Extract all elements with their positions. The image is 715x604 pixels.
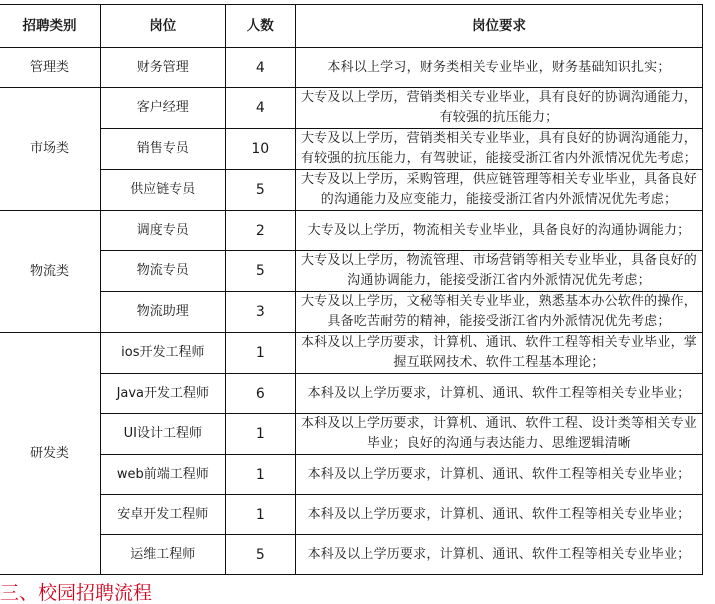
header-category: 招聘类别 <box>0 5 101 48</box>
section-heading-campus-recruitment-process: 三、校园招聘流程 <box>0 582 153 604</box>
table-row <box>0 251 703 292</box>
table-row <box>0 129 703 170</box>
requirements-cell: 大专及以上学历，采购管理，供应链管理等相关专业毕业，具备良好的沟通能力及应变能力，能接受浙江省内外派情况优先考虑； <box>295 170 702 211</box>
requirements-cell: 大专及以上学历，营销类相关专业毕业，具有良好的协调沟通能力，有较强的抗压能力； <box>295 88 702 129</box>
requirements-cell: 大专及以上学历，文秘等相关专业毕业，熟悉基本办公软件的操作，具备吃苦耐劳的精神，能接受浙江省内外派情况优先考虑； <box>295 292 702 333</box>
count-cell: 6 <box>225 374 295 414</box>
count-cell: 4 <box>225 48 295 88</box>
requirements-cell: 大专及以上学历，营销类相关专业毕业，具有良好的协调沟通能力，有较强的抗压能力，有驾驶证，能接受浙江省内外派情况优先考虑； <box>295 129 702 170</box>
position-cell: Java开发工程师 <box>101 374 226 414</box>
count-cell: 5 <box>225 251 295 292</box>
table-row <box>0 211 703 251</box>
count-cell: 5 <box>225 535 295 575</box>
requirements-cell: 本科及以上学历要求，计算机、通讯、软件工程等相关专业毕业，掌握互联网技术、软件工程基本理论； <box>295 333 702 374</box>
recruitment-table <box>0 4 703 575</box>
header-count: 人数 <box>225 5 295 48</box>
header-requirements: 岗位要求 <box>295 5 702 48</box>
table-row <box>0 374 703 414</box>
category-cell: 物流类 <box>0 211 101 333</box>
category-cell: 管理类 <box>0 48 101 88</box>
count-cell: 1 <box>225 455 295 495</box>
position-cell: 调度专员 <box>101 211 226 251</box>
count-cell: 3 <box>225 292 295 333</box>
position-cell: web前端工程师 <box>101 455 226 495</box>
table-row <box>0 455 703 495</box>
position-cell: 供应链专员 <box>101 170 226 211</box>
position-cell: 销售专员 <box>101 129 226 170</box>
table-header-row <box>0 5 703 48</box>
requirements-cell: 本科以上学习，财务类相关专业毕业，财务基础知识扎实； <box>295 48 702 88</box>
requirements-cell: 本科及以上学历要求，计算机、通讯、软件工程等相关专业毕业； <box>295 455 702 495</box>
count-cell: 1 <box>225 414 295 455</box>
position-cell: 物流助理 <box>101 292 226 333</box>
count-cell: 1 <box>225 333 295 374</box>
position-cell: 客户经理 <box>101 88 226 129</box>
table-row <box>0 495 703 535</box>
position-cell: 财务管理 <box>101 48 226 88</box>
position-cell: UI设计工程师 <box>101 414 226 455</box>
table-row <box>0 88 703 129</box>
requirements-cell: 本科及以上学历要求，计算机、通讯、软件工程等相关专业毕业； <box>295 495 702 535</box>
position-cell: 运维工程师 <box>101 535 226 575</box>
count-cell: 4 <box>225 88 295 129</box>
table-row <box>0 414 703 455</box>
requirements-cell: 大专及以上学历，物流相关专业毕业，具备良好的沟通协调能力； <box>295 211 702 251</box>
requirements-cell: 本科及以上学历要求，计算机、通讯、软件工程、设计类等相关专业毕业；良好的沟通与表达能力、思维逻辑清晰 <box>295 414 702 455</box>
count-cell: 2 <box>225 211 295 251</box>
position-cell: 物流专员 <box>101 251 226 292</box>
table-row <box>0 292 703 333</box>
count-cell: 10 <box>225 129 295 170</box>
table-row <box>0 333 703 374</box>
requirements-cell: 本科及以上学历要求，计算机、通讯、软件工程等相关专业毕业； <box>295 535 702 575</box>
position-cell: ios开发工程师 <box>101 333 226 374</box>
requirements-cell: 本科及以上学历要求，计算机、通讯、软件工程等相关专业毕业； <box>295 374 702 414</box>
position-cell: 安卓开发工程师 <box>101 495 226 535</box>
requirements-cell: 大专及以上学历，物流管理、市场营销等相关专业毕业，具备良好的沟通协调能力，能接受浙江省内外派情况优先考虑； <box>295 251 702 292</box>
category-cell: 市场类 <box>0 88 101 211</box>
count-cell: 5 <box>225 170 295 211</box>
header-position: 岗位 <box>101 5 226 48</box>
category-cell: 研发类 <box>0 333 101 575</box>
table-row <box>0 48 703 88</box>
table-row <box>0 535 703 575</box>
table-row <box>0 170 703 211</box>
count-cell: 1 <box>225 495 295 535</box>
